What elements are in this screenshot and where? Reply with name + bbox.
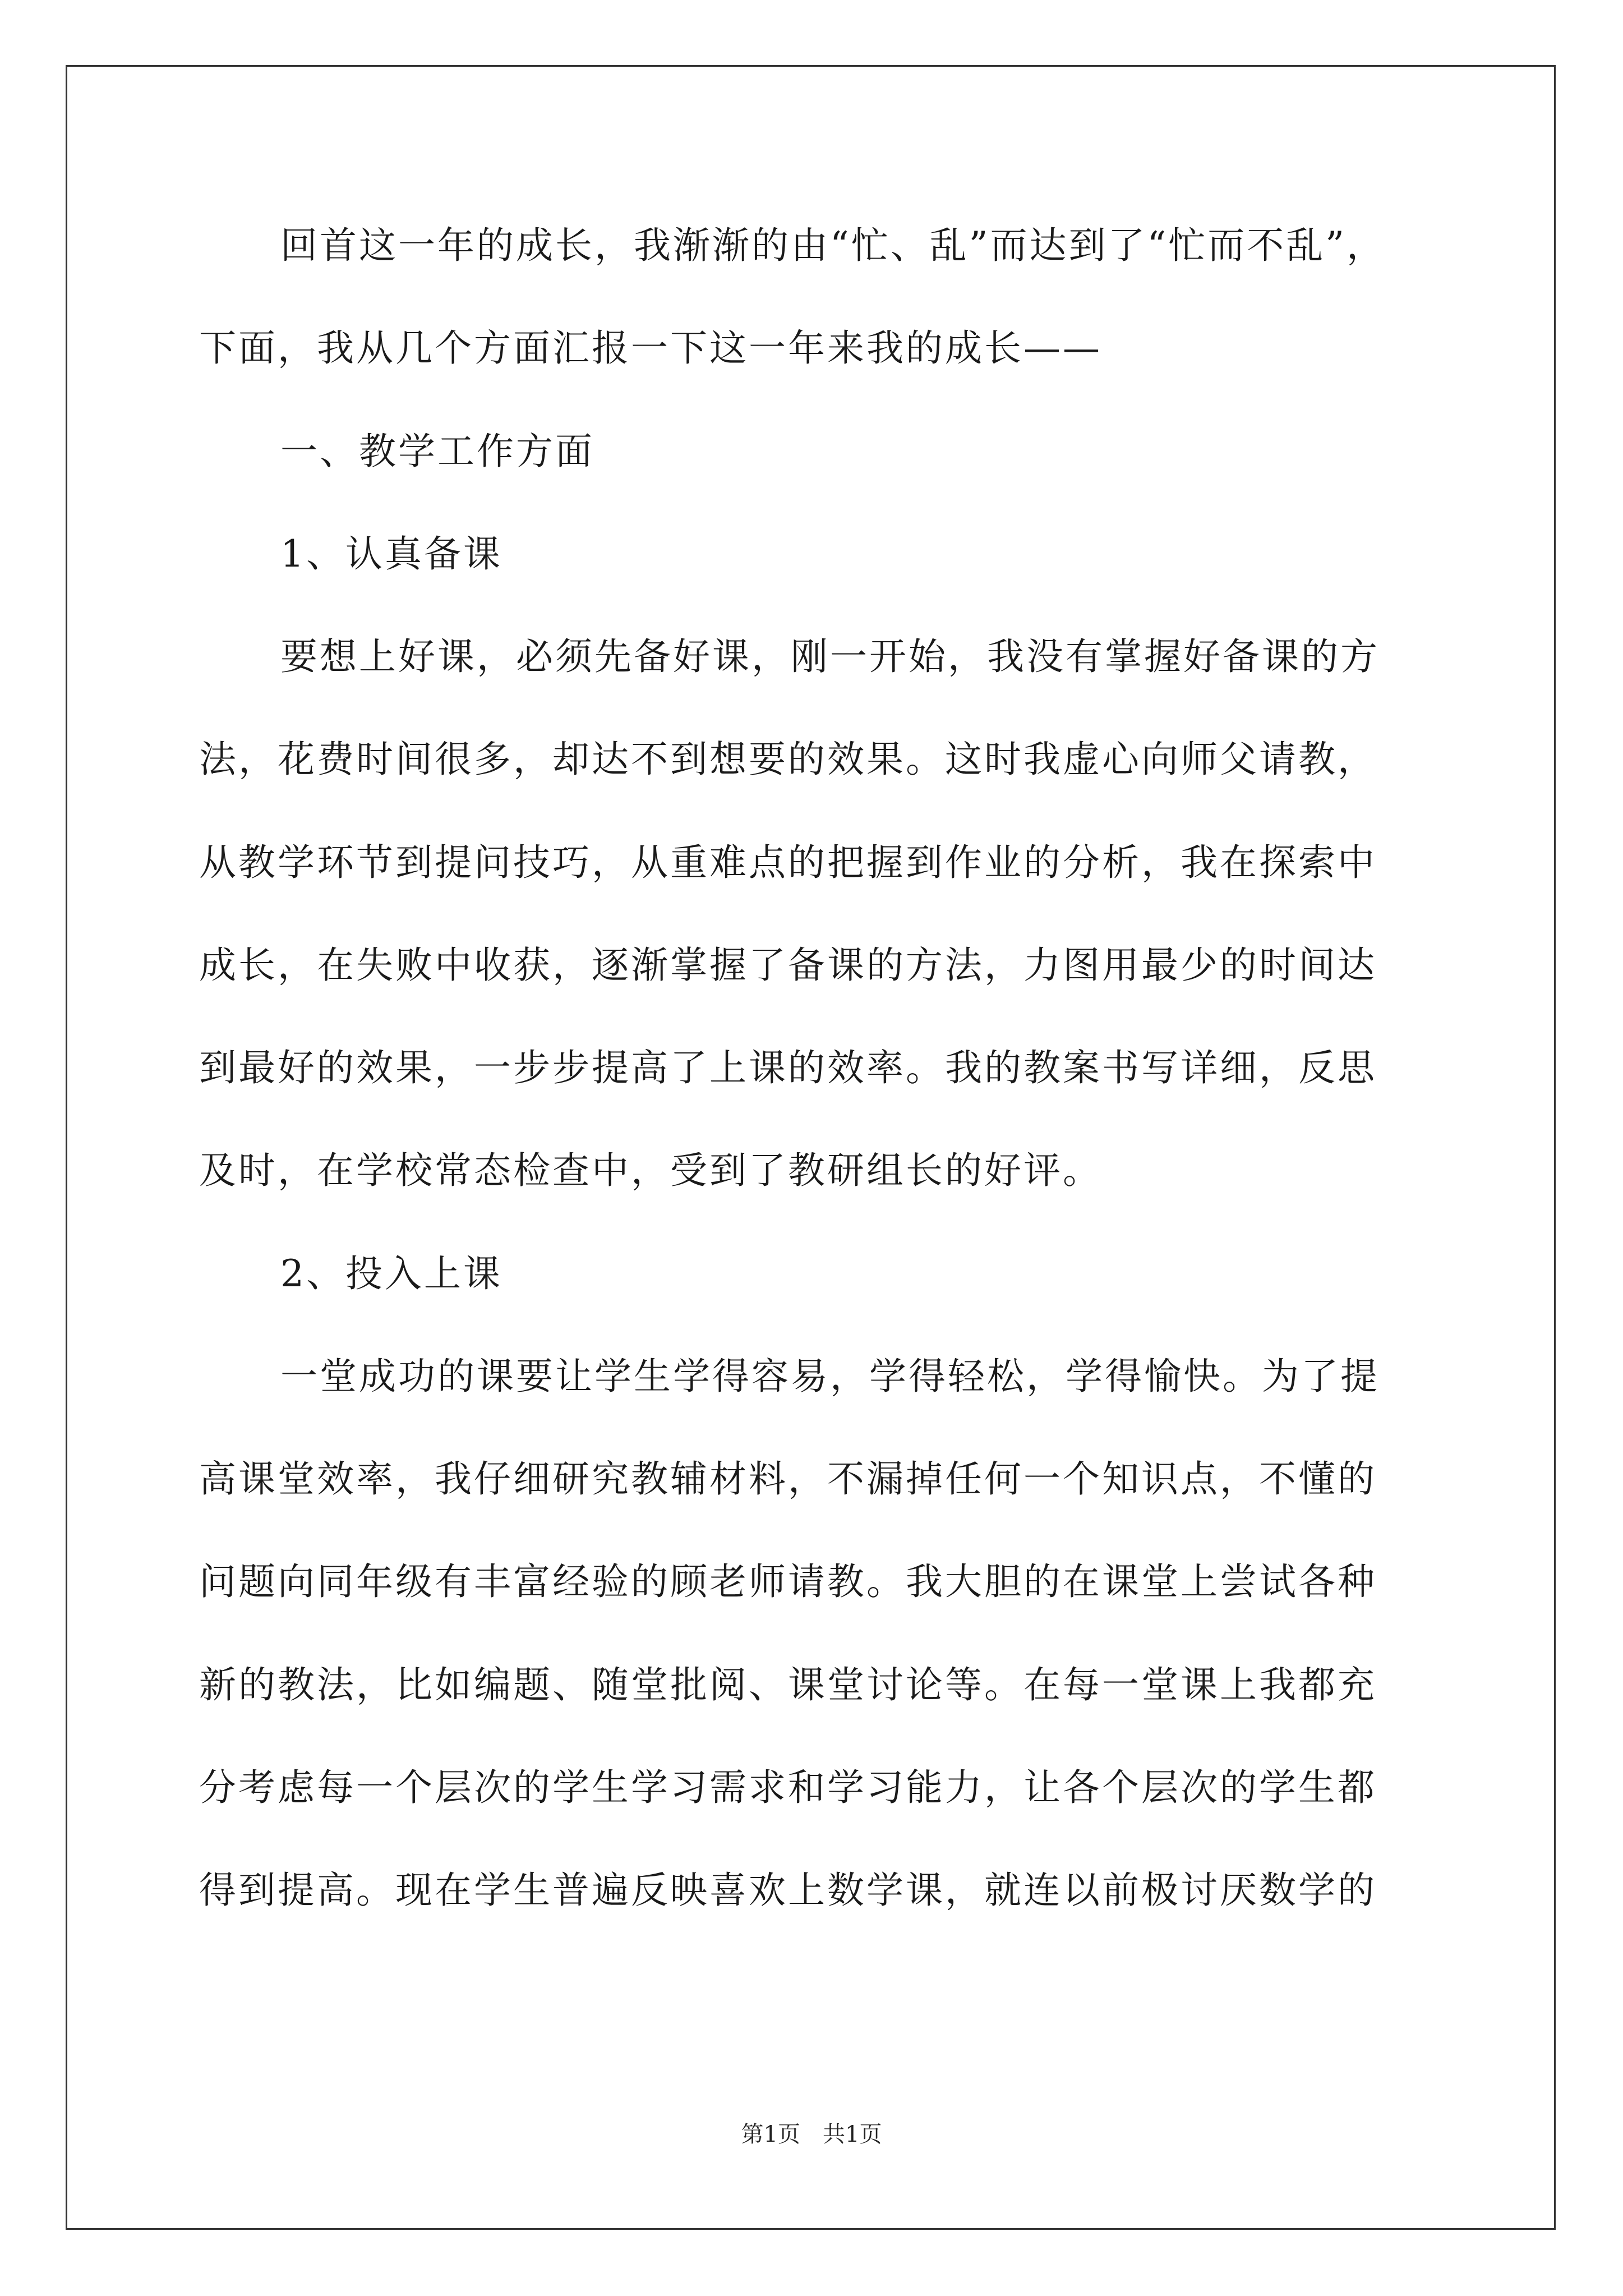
paragraph-line: 下面，我从几个方面汇报一下这一年来我的成长—— — [199, 326, 1102, 370]
section-heading: 一、教学工作方面 — [280, 430, 594, 473]
paragraph-line: 新的教法，比如编题、随堂批阅、课堂讨论等。在每一堂课上我都充 — [199, 1663, 1377, 1706]
paragraph-line: 到最好的效果，一步步提高了上课的效率。我的教案书写详细，反思 — [199, 1046, 1377, 1089]
paragraph-line: 分考虑每一个层次的学生学习需求和学习能力，让各个层次的学生都 — [199, 1766, 1377, 1809]
paragraph-line: 从教学环节到提问技巧，从重难点的把握到作业的分析，我在探索中 — [199, 841, 1377, 884]
paragraph-line: 一堂成功的课要让学生学得容易，学得轻松，学得愉快。为了提 — [280, 1355, 1380, 1398]
paragraph-line: 问题向同年级有丰富经验的顾老师请教。我大胆的在课堂上尝试各种 — [199, 1560, 1377, 1603]
paragraph-line: 要想上好课，必须先备好课，刚一开始，我没有掌握好备课的方 — [280, 635, 1380, 678]
subsection-heading: 2、投入上课 — [280, 1252, 502, 1295]
paragraph-line: 回首这一年的成长，我渐渐的由“忙、乱”而达到了“忙而不乱”， — [280, 224, 1386, 267]
paragraph-line: 高课堂效率，我仔细研究教辅材料，不漏掉任何一个知识点，不懂的 — [199, 1457, 1377, 1501]
paragraph-line: 得到提高。现在学生普遍反映喜欢上数学课，就连以前极讨厌数学的 — [199, 1869, 1377, 1912]
subsection-heading: 1、认真备课 — [280, 532, 502, 576]
paragraph-line: 及时，在学校常态检查中，受到了教研组长的好评。 — [199, 1149, 1102, 1192]
paragraph-line: 成长，在失败中收获，逐渐掌握了备课的方法，力图用最少的时间达 — [199, 944, 1377, 987]
page-number-footer: 第1页 共1页 — [741, 2122, 882, 2147]
paragraph-line: 法，花费时间很多，却达不到想要的效果。这时我虚心向师父请教， — [199, 738, 1377, 781]
